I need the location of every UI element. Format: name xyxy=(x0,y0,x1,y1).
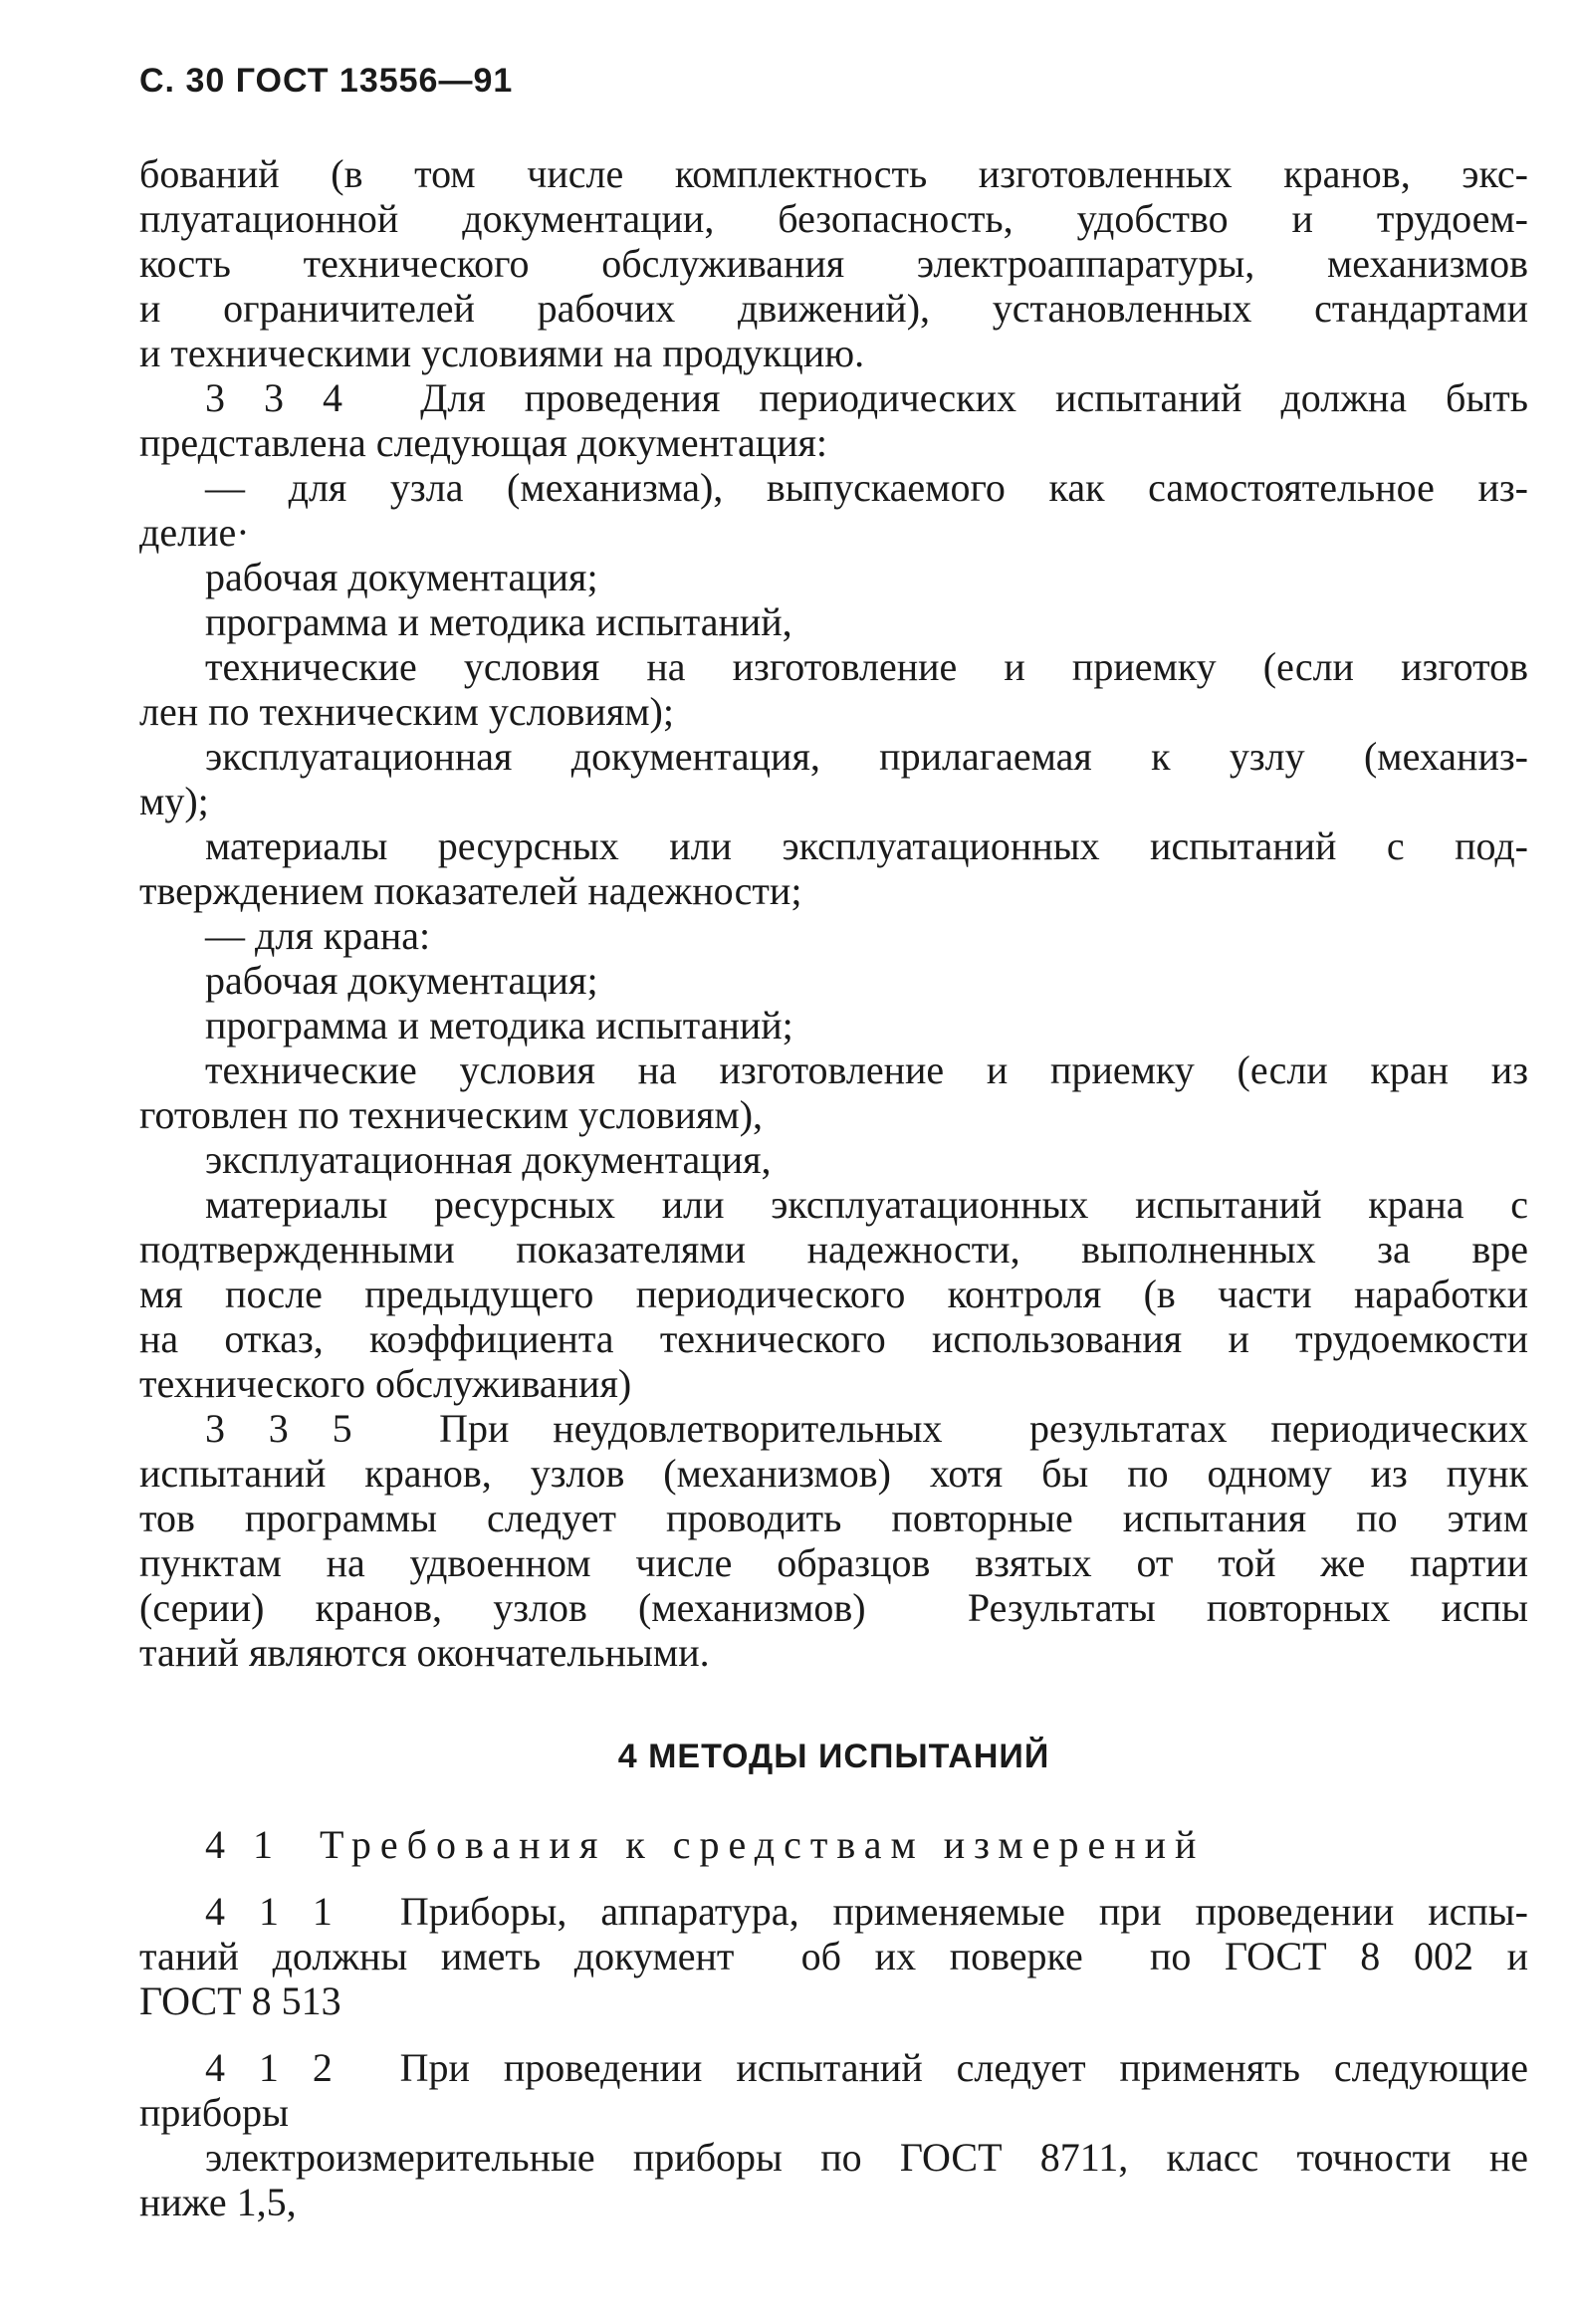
paragraph-line: плуатационной документации, безопасность, удобство и трудоем- xyxy=(139,196,1528,241)
list-item: материалы ресурсных или эксплуатационных испытаний крана с xyxy=(205,1182,1528,1227)
list-item-unit: — для узла (механизма), выпускаемого как самостоятельное из- xyxy=(205,465,1528,510)
list-item: технические условия на изготовление и приемку (если кран из xyxy=(205,1047,1528,1092)
clause-4-1-2: 4 1 2 При проведении испытаний следует применять следующие xyxy=(205,2045,1528,2090)
list-item: программа и методика испытаний, xyxy=(205,599,792,644)
paragraph-line: пунктам на удвоенном числе образцов взятых от той же партии xyxy=(139,1540,1528,1585)
list-item: рабочая документация; xyxy=(205,555,598,599)
paragraph-line: тверждением показателей надежности; xyxy=(139,868,802,913)
list-item: технические условия на изготовление и приемку (если изготов xyxy=(205,644,1528,689)
paragraph-line: делие· xyxy=(139,510,250,555)
subsection-title: 4 1 Требования к средствам измерений xyxy=(205,1822,1206,1867)
paragraph-line: представлена следующая документация: xyxy=(139,420,828,465)
paragraph-line: мя после предыдущего периодического контроля (в части наработки xyxy=(139,1272,1528,1316)
clause-4-1-1: 4 1 1 Приборы, аппаратура, применяемые при проведении испы- xyxy=(205,1889,1528,1934)
paragraph-line: и техническими условиями на продукцию. xyxy=(139,331,865,375)
paragraph-line: му); xyxy=(139,779,209,823)
list-item: материалы ресурсных или эксплуатационных испытаний с под- xyxy=(205,823,1528,868)
paragraph-line: подтвержденными показателями надежности, выполненных за вре xyxy=(139,1227,1528,1272)
list-item-crane: — для крана: xyxy=(205,913,431,958)
list-item: эксплуатационная документация, прилагаемая к узлу (механиз- xyxy=(205,734,1528,779)
list-item: электроизмерительные приборы по ГОСТ 8711, класс точности не xyxy=(205,2135,1528,2180)
paragraph-line: таний являются окончательными. xyxy=(139,1630,710,1675)
section-title: 4 МЕТОДЫ ИСПЫТАНИЙ xyxy=(617,1738,1050,1775)
paragraph-line: кость технического обслуживания электроаппаратуры, механизмов xyxy=(139,241,1528,286)
paragraph-line: испытаний кранов, узлов (механизмов) хотя бы по одному из пунк xyxy=(139,1451,1528,1496)
page-header: С. 30 ГОСТ 13556—91 xyxy=(139,62,514,100)
list-item: программа и методика испытаний; xyxy=(205,1003,793,1047)
paragraph-line: готовлен по техническим условиям), xyxy=(139,1092,764,1137)
list-item: рабочая документация; xyxy=(205,958,598,1003)
paragraph-line: (серии) кранов, узлов (механизмов) Результаты повторных испы xyxy=(139,1585,1528,1630)
paragraph-line: и ограничителей рабочих движений), установленных стандартами xyxy=(139,286,1528,331)
paragraph-line: приборы xyxy=(139,2090,290,2135)
paragraph-line: таний должны иметь документ об их поверке по ГОСТ 8 002 и xyxy=(139,1934,1528,1978)
paragraph-line: технического обслуживания) xyxy=(139,1361,632,1406)
clause-3-3-5: 3 3 5 При неудовлетворительных результатах периодических xyxy=(205,1406,1528,1451)
paragraph-line: лен по техническим условиям); xyxy=(139,689,674,734)
paragraph-line: тов программы следует проводить повторные испытания по этим xyxy=(139,1496,1528,1540)
document-body xyxy=(139,151,1528,2224)
list-item: эксплуатационная документация, xyxy=(205,1137,772,1182)
paragraph-line: бований (в том числе комплектность изготовленных кранов, экс- xyxy=(139,151,1528,196)
paragraph-line: ниже 1,5, xyxy=(139,2180,297,2224)
paragraph-line: на отказ, коэффициента технического использования и трудоемкости xyxy=(139,1316,1528,1361)
clause-3-3-4: 3 3 4 Для проведения периодических испытаний должна быть xyxy=(205,375,1528,420)
paragraph-line: ГОСТ 8 513 xyxy=(139,1978,341,2023)
